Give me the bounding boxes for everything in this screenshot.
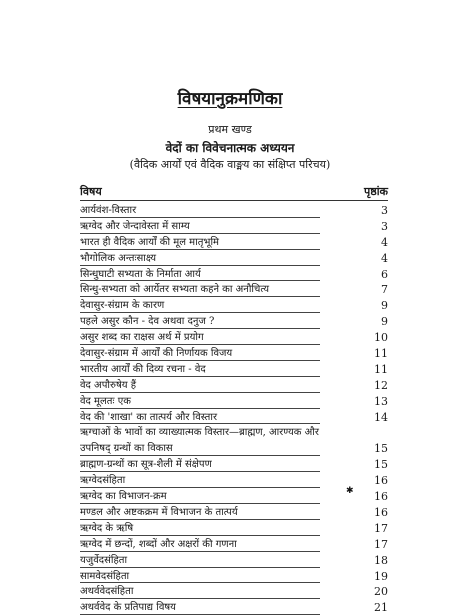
toc-entry-underline: [80, 519, 320, 520]
toc-entry-underline: [80, 582, 320, 583]
toc-entry-title: ब्राह्मण-ग्रन्थों का सूत्र-शैली में संक्षेपण: [80, 459, 212, 471]
toc-entry: [80, 282, 388, 298]
page-title: विषयानुक्रमणिका: [177, 89, 283, 109]
toc-entry-page: 4: [381, 251, 388, 265]
page-column-header: पृष्ठांक: [363, 185, 388, 198]
toc-entry-title: ऋग्वेदसंहिता: [80, 475, 126, 487]
section-subheading: (वैदिक आर्यों एवं वैदिक वाङ्मय का संक्षिप्त परिचय): [129, 158, 331, 171]
toc-entry-page: 3: [381, 219, 388, 233]
toc-entry-page: 18: [374, 553, 388, 567]
toc-entry-underline: [80, 598, 320, 599]
toc-entry-page: 7: [381, 283, 388, 297]
toc-entry-underline: [80, 567, 320, 568]
toc-entry: [80, 267, 388, 283]
toc-entry-title: ऋग्वेद का विभाजन-क्रम: [80, 491, 167, 503]
toc-entry: [80, 378, 388, 394]
table-of-contents: [80, 203, 388, 616]
toc-entry-title: भारत ही वैदिक आर्यों की मूल मातृभूमि: [80, 236, 220, 248]
toc-entry-page: 12: [374, 378, 388, 392]
toc-entry-underline: [80, 614, 320, 615]
toc-entry-page: 9: [381, 315, 388, 329]
toc-entry-title: असुर शब्द का राक्षस अर्थ में प्रयोग: [80, 332, 204, 344]
toc-entry-underline: [80, 217, 320, 218]
toc-entry-underline: [80, 344, 320, 345]
toc-header: [80, 184, 388, 200]
toc-entry-title: देवासुर-संग्राम में आर्यों की निर्णायक विजय: [80, 348, 233, 360]
toc-entry-title: अथर्ववेदसंहिता: [80, 586, 134, 598]
toc-entry-title: यजुर्वेदसंहिता: [80, 554, 128, 566]
section-heading: वेदों का विवेचनात्मक अध्ययन: [165, 141, 295, 155]
toc-entry-title: अथर्ववेद के प्रतिपाद्य विषय: [80, 602, 176, 614]
toc-entry: [80, 298, 388, 314]
toc-entry-underline: [80, 376, 320, 377]
toc-entry-underline: [80, 312, 320, 313]
toc-entry-underline: [80, 503, 320, 504]
section-name: प्रथम खण्ड: [208, 123, 252, 136]
toc-entry-title: ऋग्चाओं के भावों का व्याख्यात्मक विस्तार—ब्राह्मण, आरण्यक और उपनिषद् ग्रन्थों का विकास: [80, 427, 319, 455]
toc-entry: [80, 537, 388, 553]
toc-entry: [80, 489, 388, 505]
toc-entry-underline: [80, 471, 320, 472]
toc-entry-title: वेद मूलतः एक: [80, 395, 131, 407]
toc-entry-underline: [80, 328, 320, 329]
toc-entry-title: सिन्धुघाटी सभ्यता के निर्माता आर्य: [80, 268, 201, 280]
toc-entry-title: भारतीय आर्यों की दिव्य रचना - वेद: [80, 363, 206, 375]
toc-entry-page: 11: [374, 362, 388, 376]
toc-entry-underline: [80, 280, 320, 281]
toc-entry: [80, 314, 388, 330]
toc-entry-page: 10: [374, 331, 388, 345]
toc-entry-title: मण्डल और अष्टकक्रम में विभाजन के तात्पर्य: [80, 506, 238, 518]
toc-entry-page: 21: [374, 601, 388, 615]
toc-entry-title: आर्यवंश-विस्तार: [80, 205, 137, 216]
toc-entry-title: ऋग्वेद के ऋषि: [80, 522, 134, 534]
toc-entry-page: 4: [381, 235, 388, 249]
toc-entry-page: 15: [374, 442, 388, 456]
toc-entry-title: पहले असुर कौन - देव अथवा दनुज ?: [80, 316, 215, 328]
toc-entry-page: 19: [374, 569, 388, 583]
toc-entry-underline: [80, 408, 320, 409]
toc-entry-underline: [80, 551, 320, 552]
toc-entry-underline: [80, 535, 320, 536]
toc-entry: [80, 425, 388, 457]
toc-entry-underline: [80, 265, 320, 266]
toc-entry: [80, 251, 388, 267]
toc-entry-underline: [80, 296, 320, 297]
toc-entry-underline: [80, 487, 320, 488]
header-divider: [80, 200, 388, 201]
toc-entry-page: 16: [374, 505, 388, 519]
toc-entry-page: 15: [374, 458, 388, 472]
toc-entry: [80, 569, 388, 585]
toc-entry-page: 16: [374, 474, 388, 488]
toc-entry-title: वेद अपौरुषेय हैं: [80, 379, 137, 391]
toc-entry: [80, 346, 388, 362]
toc-entry-underline: [80, 360, 320, 361]
toc-entry-title: भौगोलिक अन्तःसाक्ष्य: [80, 252, 157, 264]
toc-entry-title: ऋग्वेद में छन्दों, शब्दों और अक्षरों की गणना: [80, 538, 237, 550]
toc-entry-page: 6: [381, 267, 388, 281]
toc-entry: [80, 553, 388, 569]
toc-entry-title: सिन्धु-सभ्यता को आर्येतर सभ्यता कहने का अनौचित्य: [80, 284, 270, 296]
toc-entry-page: 20: [374, 585, 388, 599]
toc-entry-page: 9: [381, 299, 388, 313]
toc-entry: [80, 521, 388, 537]
toc-entry: [80, 394, 388, 410]
topic-column-header: विषय: [80, 185, 102, 198]
ink-blot-icon: ✱: [346, 486, 354, 496]
toc-entry-page: 14: [374, 410, 388, 424]
toc-entry-title: सामवेदसंहिता: [80, 570, 130, 582]
toc-entry: [80, 219, 388, 235]
toc-entry: [80, 235, 388, 251]
toc-entry-page: 11: [374, 347, 388, 361]
toc-entry-underline: [80, 233, 320, 234]
toc-entry-page: 13: [374, 394, 388, 408]
toc-entry-underline: [80, 249, 320, 250]
toc-entry-page: 17: [374, 537, 388, 551]
toc-entry-title: ऋग्वेद और जेन्दावेस्ता में साम्य: [80, 220, 190, 232]
toc-entry: [80, 203, 388, 219]
toc-entry: [80, 584, 388, 600]
toc-entry-page: 16: [374, 490, 388, 504]
toc-entry: [80, 600, 388, 616]
toc-entry-title: वेद की 'शाखा' का तात्पर्य और विस्तार: [80, 411, 218, 423]
toc-entry-underline: [80, 423, 320, 424]
toc-entry: [80, 505, 388, 521]
toc-entry: [80, 362, 388, 378]
toc-entry-title: देवासुर-संग्राम के कारण: [80, 300, 165, 312]
toc-entry-page: 17: [374, 521, 388, 535]
toc-entry-page: 3: [381, 204, 388, 217]
toc-entry-underline: [80, 392, 320, 393]
toc-entry: [80, 410, 388, 426]
toc-entry: [80, 457, 388, 473]
toc-entry-underline: [80, 455, 320, 456]
toc-entry: [80, 473, 388, 489]
toc-entry: [80, 330, 388, 346]
